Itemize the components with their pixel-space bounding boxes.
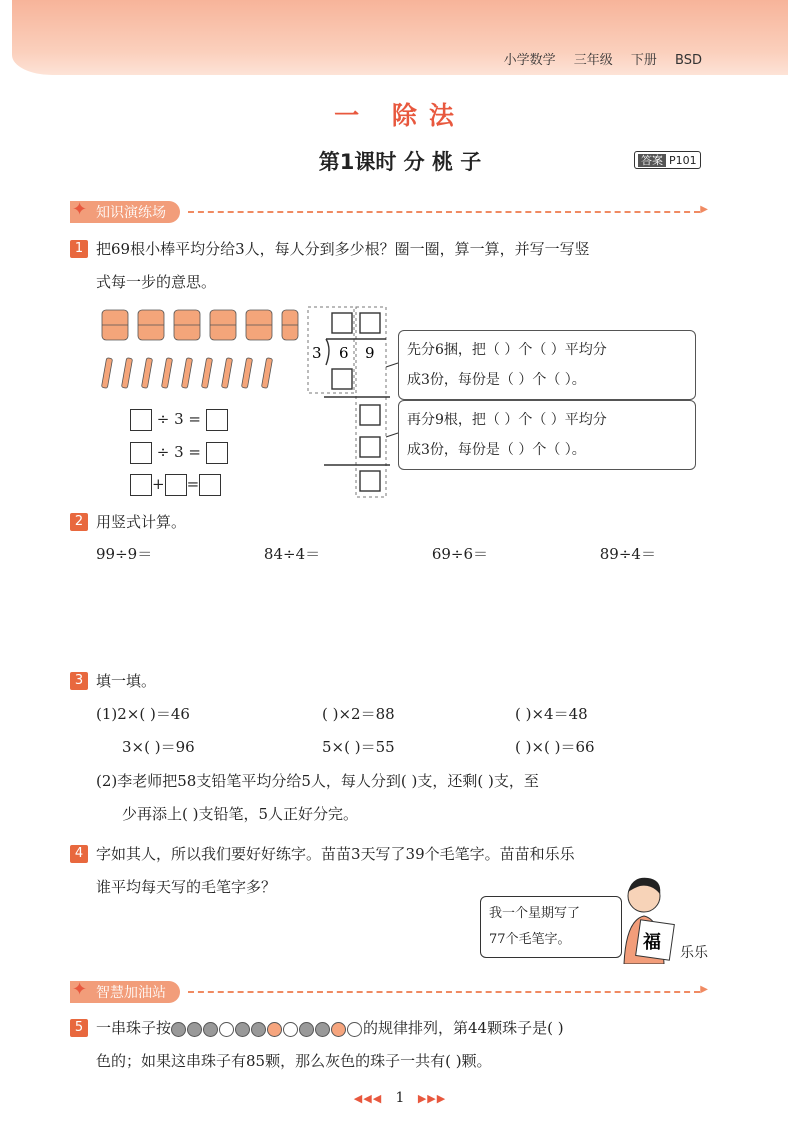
question-5-line-2: 色的；如果这串珠子有85颗，那么灰色的珠子一共有( )颗。 xyxy=(96,1052,492,1070)
section-title: 智慧加油站 xyxy=(96,985,166,1001)
bead-white xyxy=(283,1022,298,1037)
answer-label: 答案 xyxy=(638,154,666,167)
dashed-outline-ones xyxy=(356,307,386,497)
remainder-box xyxy=(360,471,380,491)
unit-title: 一 除法 xyxy=(334,101,466,130)
step-box-2 xyxy=(360,405,380,425)
fill-row-2-a: 3×( )＝96 xyxy=(122,738,195,756)
dashed-arrow xyxy=(188,991,700,993)
section-banner-1 xyxy=(70,201,700,223)
question-number: 5 xyxy=(70,1019,88,1037)
answer-box[interactable] xyxy=(165,474,187,496)
edition: BSD xyxy=(675,53,702,68)
bead-gray xyxy=(187,1022,202,1037)
explanation-box-1: 先分6捆，把（ ）个（ ）平均分 成3份，每份是（ ）个（ ）。 xyxy=(398,330,696,400)
fu-char: 福 xyxy=(643,932,661,953)
bead-gray xyxy=(171,1022,186,1037)
equation-3: + = xyxy=(130,473,221,496)
bead-gray xyxy=(251,1022,266,1037)
equation-2: ÷ 3 = xyxy=(130,441,228,464)
page-footer xyxy=(0,1090,800,1106)
character-name: 乐乐 xyxy=(680,945,708,961)
answer-box[interactable] xyxy=(199,474,221,496)
answer-box[interactable] xyxy=(130,474,152,496)
step-box-1 xyxy=(332,369,352,389)
answer-tag[interactable] xyxy=(634,151,701,169)
answer-box[interactable] xyxy=(206,409,228,431)
question-3: 3 填一填。 xyxy=(70,670,156,692)
page-number: 1 xyxy=(395,1090,405,1106)
divisor: 3 xyxy=(312,344,322,362)
fill-row-2-c: ( )×( )＝66 xyxy=(515,738,595,756)
bead-gray xyxy=(235,1022,250,1037)
grade: 三年级 xyxy=(573,53,613,68)
question-number: 1 xyxy=(70,240,88,258)
quotient-ones-box xyxy=(360,313,380,333)
star-icon: ✦ xyxy=(72,979,88,1000)
answer-box[interactable] xyxy=(206,442,228,464)
fill-row-2-b: 5×( )＝55 xyxy=(322,738,395,756)
bead-orange xyxy=(267,1022,282,1037)
bead-orange xyxy=(331,1022,346,1037)
division-problems xyxy=(96,543,656,565)
question-4-line-2: 谁平均每天写的毛笔字多？ xyxy=(96,878,277,896)
answer-box[interactable] xyxy=(130,442,152,464)
fill-part-2-line-1: (2)李老师把58支铅笔平均分给5人，每人分到( )支，还剩( )支，至 xyxy=(96,772,539,790)
lesson-title: 第1课时 分 桃 子 xyxy=(318,150,482,174)
volume: 下册 xyxy=(630,53,657,68)
dividend-tens: 6 xyxy=(339,344,349,362)
answer-page: P101 xyxy=(669,154,697,167)
question-number: 2 xyxy=(70,513,88,531)
fill-row-1-c: ( )×4＝48 xyxy=(515,705,588,723)
right-arrows-icon: ▶▶▶ xyxy=(417,1092,447,1105)
bead-gray xyxy=(203,1022,218,1037)
question-1-line-2: 式每一步的意思。 xyxy=(96,273,217,291)
bead-gray xyxy=(315,1022,330,1037)
dashed-arrow xyxy=(188,211,700,213)
fill-row-1-a: (1)2×( )＝46 xyxy=(96,705,190,723)
book-meta xyxy=(490,49,702,68)
bundle-icons xyxy=(100,306,300,346)
dividend-ones: 9 xyxy=(365,344,375,362)
long-division xyxy=(300,305,400,500)
single-sticks xyxy=(100,356,280,394)
fill-row-1-b: ( )×2＝88 xyxy=(322,705,395,723)
left-arrows-icon: ◀◀◀ xyxy=(353,1092,383,1105)
stick-icons xyxy=(100,356,280,390)
question-2: 2 用竖式计算。 xyxy=(70,511,186,533)
subject: 小学数学 xyxy=(503,53,556,68)
problem: 84÷4＝ xyxy=(263,545,321,563)
bead-pattern xyxy=(171,1019,363,1037)
stick-bundles xyxy=(100,306,300,350)
problem: 99÷9＝ xyxy=(96,545,153,563)
quotient-tens-box xyxy=(332,313,352,333)
question-5: 5 一串珠子按 的规律排列，第44颗珠子是( ) xyxy=(70,1017,730,1039)
question-4: 4 字如其人，所以我们要好好练字。苗苗3天写了39个毛笔字。苗苗和乐乐 xyxy=(70,843,730,865)
bead-gray xyxy=(299,1022,314,1037)
star-icon: ✦ xyxy=(72,199,88,220)
fill-part-2-line-2: 少再添上( )支铅笔，5人正好分完。 xyxy=(122,805,359,823)
pointer-line-2 xyxy=(386,433,398,437)
pointer-line-1 xyxy=(386,363,398,367)
bead-white xyxy=(219,1022,234,1037)
section-title: 知识演练场 xyxy=(96,205,166,221)
question-text: 把69根小棒平均分给3人，每人分到多少根？圈一圈，算一算，并写一写竖 xyxy=(96,240,590,258)
question-1 xyxy=(70,238,720,260)
step-box-3 xyxy=(360,437,380,457)
question-number: 3 xyxy=(70,672,88,690)
equation-1: ÷ 3 = xyxy=(130,408,228,431)
explanation-box-2: 再分9根，把（ ）个（ ）平均分 成3份，每份是（ ）个（ ）。 xyxy=(398,400,696,470)
speech-bubble: 我一个星期写了 77个毛笔字。 xyxy=(480,896,622,958)
section-banner-2 xyxy=(70,981,700,1003)
problem: 69÷6＝ xyxy=(431,545,489,563)
boy-illustration xyxy=(612,872,682,964)
bead-white xyxy=(347,1022,362,1037)
question-number: 4 xyxy=(70,845,88,863)
problem: 89÷4＝ xyxy=(599,545,656,563)
answer-box[interactable] xyxy=(130,409,152,431)
